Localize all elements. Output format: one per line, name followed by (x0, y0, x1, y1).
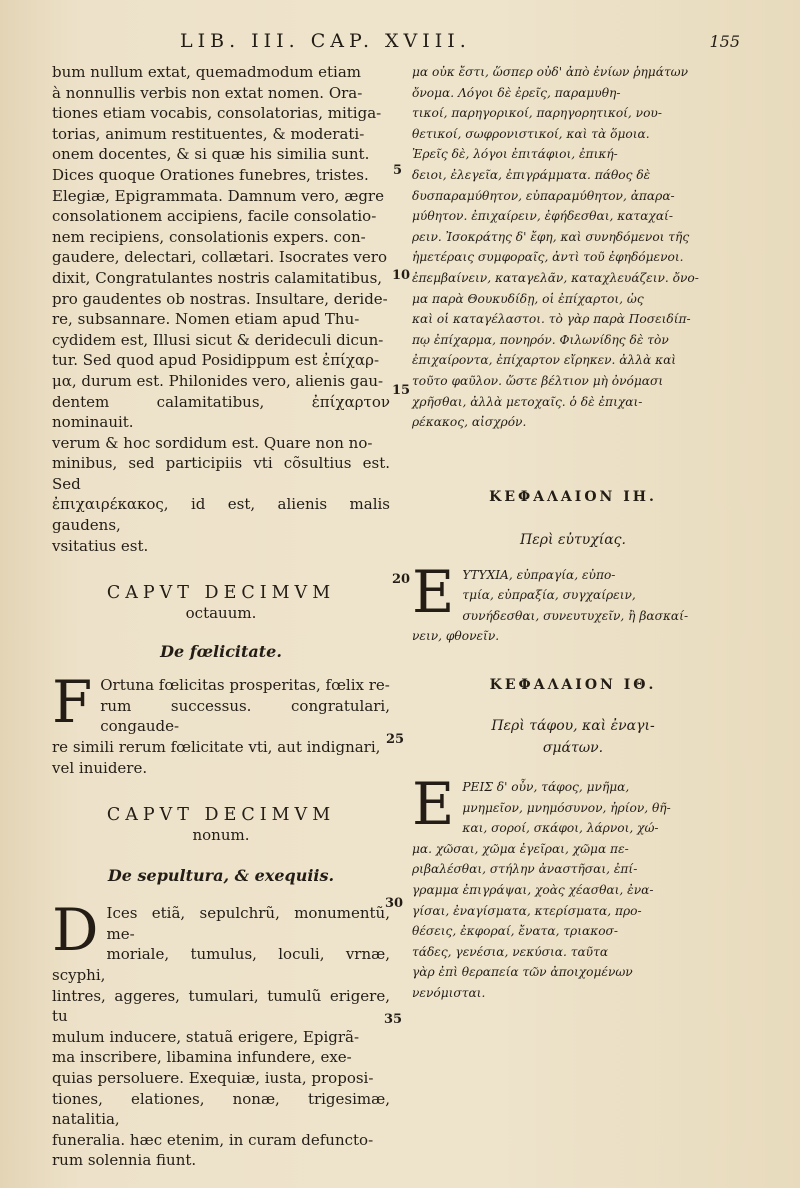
text-line: ριβαλέσθαι, στήλην ἀναστῆσαι, ἐπί- (412, 862, 638, 877)
page-number: 155 (709, 32, 740, 51)
text-line: onem docentes, & si quæ his similia sunt. (52, 145, 370, 164)
text-line: moriale, tumulus, loculi, vrnæ, scyphi, (52, 945, 390, 984)
line-number: 30 (385, 896, 404, 911)
text-line: ἡμετέραις συμφοραῖς, ἀντὶ τοῦ ἐφηδόμενοι. (412, 250, 684, 265)
text-line: Ἐρεῖς δὲ, λόγοι ἐπιτάφιοι, ἐπική- (412, 147, 618, 162)
text-line: δειοι, ἐλεγεῖα, ἐπιγράμματα. πάθος δὲ (412, 167, 651, 182)
line-number: 35 (384, 1012, 403, 1027)
chapter-title: CAPVT DECIMVM (106, 805, 336, 826)
text-line: χρῆσθαι, ἀλλὰ μετοχαῖς. ὁ δὲ ἐπιχαι- (412, 394, 643, 409)
drop-cap: E (412, 557, 455, 626)
greek-column (412, 62, 734, 1004)
drop-cap: E (412, 770, 455, 839)
text-line: rum successus. congratulari, congaude- (100, 696, 390, 736)
line-number: 25 (386, 732, 405, 747)
drop-cap: D (52, 896, 99, 965)
text-line: ΡΕΙΣ δ' οὖν, τάφος, μνῆμα, (462, 780, 630, 795)
text-line: quias persoluere. Exequiæ, iusta, proposi- (52, 1068, 374, 1087)
text-line: ρειν. Ἰσοκράτης δ' ἔφη, καὶ συνηδόμενοι τῆς (412, 229, 690, 244)
page-header (180, 30, 740, 56)
text-line: καὶ οἱ καταγέλαστοι. τὸ γὰρ παρὰ Ποσειδίπ- (412, 312, 691, 327)
greek-intro-text (412, 62, 734, 433)
line-number: 10 (392, 268, 411, 283)
text-line: mulum inducere, statuã erigere, Epigrã- (52, 1027, 360, 1046)
chapter-heading: De sepultura, & exequiis. (107, 866, 335, 886)
text-line: cydidem est, Illusi sicut & derideculi dicun- (52, 330, 384, 349)
text-line: re, subsannare. Nomen etiam apud Thu- (52, 310, 360, 329)
text-line: pro gaudentes ob nostras. Insultare, deride- (52, 289, 388, 308)
text-line: vsitatius est. (52, 536, 149, 555)
text-line: μα, durum est. Philonides vero, alienis gau- (52, 371, 384, 390)
text-line: lintres, aggeres, tumulari, tumulũ erigere, tu (52, 986, 390, 1026)
text-line: τμία, εὐπραξία, συγχαίρειν, (462, 588, 636, 603)
text-line: dixit, Congratulantes nostris calamitatibus, (52, 268, 383, 287)
text-line: μύθητον. ἐπιχαίρειν, ἐφήδεσθαι, καταχαί- (412, 209, 673, 224)
chapter-subtitle: Περὶ εὐτυχίας. (520, 531, 626, 548)
text-line: Ices etiã, sepulchrũ, monumentũ, me- (106, 904, 390, 943)
chapter-body (412, 557, 734, 647)
running-title: LIB. III. CAP. XVIII. (180, 30, 471, 52)
text-line: tur. Sed quod apud Posidippum est ἐπίχαρ- (52, 351, 380, 370)
text-line: μα οὐκ ἔστι, ὥσπερ οὐδ' ἀπὸ ἐνίων ῥημάτων (412, 65, 689, 79)
line-number: 15 (392, 383, 411, 398)
text-line: συνήδεσθαι, συνευτυχεῖν, ἢ βασκαί- (462, 608, 689, 623)
text-line: γραμμα ἐπιγράψαι, χοὰς χέασθαι, ἐνα- (412, 883, 654, 898)
text-line: à nonnullis verbis non extat nomen. Ora- (52, 83, 363, 102)
text-line: tiones etiam vocabis, consolatorias, mitiga- (52, 104, 382, 123)
text-line: Dices quoque Orationes funebres, tristes. (52, 165, 369, 184)
chapter-19-greek (412, 677, 734, 1004)
chapter-18-greek (412, 489, 734, 647)
text-line: gaudere, delectari, collætari. Isocrates vero (52, 248, 387, 267)
text-line: ma inscribere, libamina infundere, exe- (52, 1048, 352, 1067)
line-number: 5 (393, 163, 403, 178)
text-line: funeralia. hæc etenim, in curam defuncto- (52, 1130, 374, 1149)
text-line: μα παρὰ Θουκυδίδῃ, οἱ ἐπίχαρτοι, ὡς (412, 291, 644, 306)
text-line: nem recipiens, consolationis expers. con- (52, 227, 366, 246)
text-line: torias, animum restituentes, & moderati- (52, 124, 365, 143)
text-line: γὰρ ἐπὶ θεραπεία τῶν ἀποιχομένων (412, 965, 633, 980)
chapter-body (412, 770, 734, 1004)
text-line: Elegiæ, Epigrammata. Damnum vero, ægre (52, 186, 384, 205)
text-line: ρέκακος, αἰσχρόν. (412, 415, 527, 430)
chapter-subtitle: octauum. (185, 604, 257, 623)
chapter-heading: De fœlicitate. (160, 642, 282, 662)
chapter-18-latin (52, 582, 390, 778)
text-line: και, σοροί, σκάφοι, λάρνοι, χώ- (462, 821, 659, 836)
text-line: rum solennia fiunt. (52, 1151, 197, 1170)
text-line: ὄνομα. Λόγοι δὲ ἐρεῖς, παραμυθη- (412, 85, 621, 100)
text-line: re simili rerum fœlicitate vti, aut indignari, (52, 738, 381, 757)
text-line: θέσεις, ἐκφοραί, ἔνατα, τριακοσ- (412, 924, 618, 939)
text-line: γίσαι, ἐναγίσματα, κτερίσματα, προ- (412, 903, 642, 918)
chapter-title: CAPVT DECIMVM (106, 583, 336, 604)
text-line: ΥΤΥΧΙΑ, εὐπραγία, εὐπο- (462, 567, 616, 582)
text-line: consolationem accipiens, facile consolatio- (52, 207, 377, 226)
text-line: θετικοί, σωφρονιστικοί, καὶ τὰ ὅμοια. (412, 126, 650, 141)
text-line: ἐπεμβαίνειν, καταγελᾶν, καταχλευάζειν. ὄνο- (412, 270, 699, 285)
text-line: minibus, sed participiis vti cõsultius est. Sed (52, 454, 390, 493)
chapter-subtitle: nonum. (192, 826, 250, 845)
text-line: πῳ ἐπίχαρμα, πονηρόν. Φιλωνίδης δὲ τὸν (412, 332, 669, 347)
text-line: νειν, φθονεῖν. (412, 629, 500, 644)
text-line: tiones, elationes, nonæ, trigesimæ, natalitia, (52, 1089, 390, 1129)
text-line: ἐπιχαίροντα, ἐπίχαρτον εἴρηκεν. ἀλλὰ καὶ (412, 353, 677, 368)
text-line: τάδες, γενέσια, νεκύσια. ταῦτα (412, 944, 609, 959)
latin-column (52, 62, 390, 1171)
chapter-subtitle: Περὶ τάφου, καὶ ἐναγι- (491, 718, 655, 735)
text-line: τικοί, παρηγορικοί, παρηγορητικοί, νου- (412, 106, 662, 121)
text-line: verum & hoc sordidum est. Quare non no- (52, 433, 373, 452)
chapter-subtitle: σμάτων. (542, 740, 604, 757)
text-line: dentem calamitatibus, ἐπίχαρτον nominauit. (52, 392, 390, 432)
text-line: μνημεῖον, μνημόσυνον, ἠρίον, θῆ- (462, 800, 671, 815)
text-line: τοῦτο φαῦλον. ὥστε βέλτιον μὴ ὀνόμασι (412, 373, 664, 388)
drop-cap: F (52, 668, 93, 737)
chapter-title: ΚΕΦΑΛΑΙΟΝ ΙΗ. (489, 488, 657, 505)
text-line: Ortuna fœlicitas prosperitas, fœlix re- (100, 676, 390, 695)
text-line: δυσπαραμύθητον, εὐπαραμύθητον, ἀπαρα- (412, 188, 675, 203)
chapter-title: ΚΕΦΑΛΑΙΟΝ ΙΘ. (489, 677, 657, 694)
text-line: ἐπιχαιρέκακος, id est, alienis malis gaudens, (52, 495, 390, 535)
text-line: vel inuidere. (52, 758, 148, 777)
latin-intro-text (52, 62, 390, 556)
chapter-body (52, 896, 390, 1171)
line-number: 20 (392, 572, 411, 587)
chapter-body (52, 668, 390, 778)
text-line: bum nullum extat, quemadmodum etiam (52, 63, 361, 81)
text-line: νενόμισται. (412, 986, 486, 1000)
text-line: μα. χῶσαι, χῶμα ἐγεῖραι, χῶμα πε- (412, 841, 629, 856)
chapter-19-latin (52, 804, 390, 1171)
